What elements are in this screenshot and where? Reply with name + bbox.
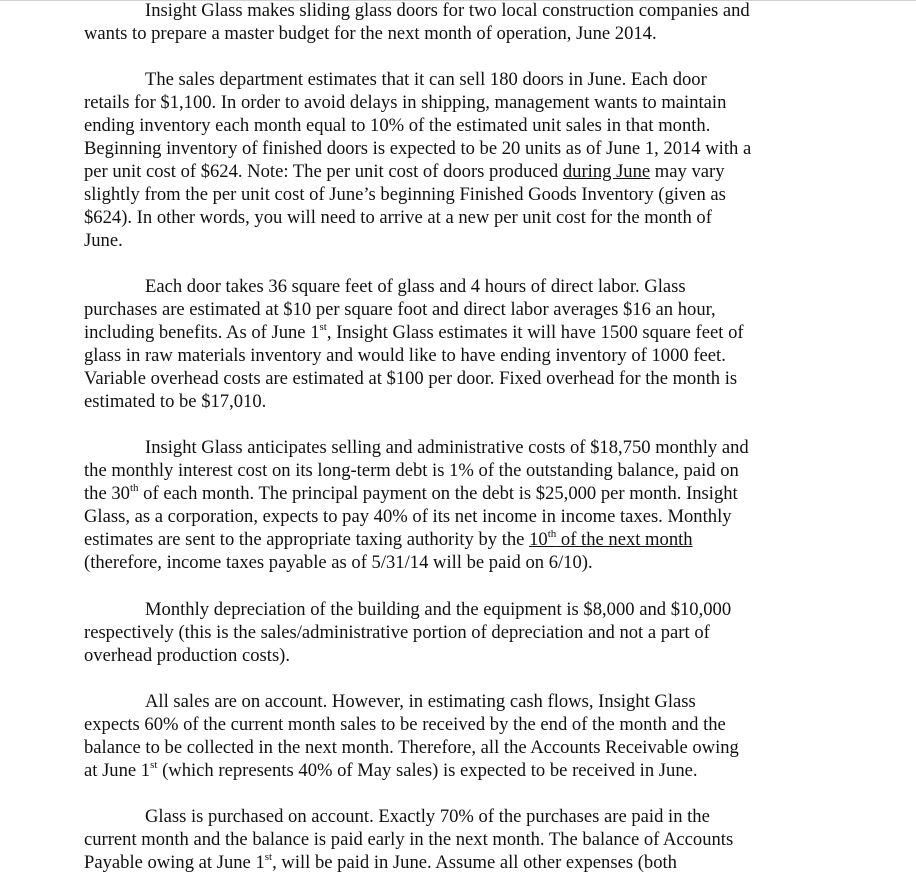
text-segment: 10 <box>529 529 548 550</box>
paragraph-collections <box>84 690 739 782</box>
text-line: Monthly depreciation of the building and the equipment is $8,000 and $10,000 <box>145 599 732 620</box>
text-segment: the 30 <box>84 483 130 504</box>
text-segment: (which represents 40% of May sales) is expected to be received in June. <box>157 760 698 781</box>
text-line: The sales department estimates that it can sell 180 doors in June. Each door <box>145 69 707 90</box>
text-line: Glass is purchased on account. Exactly 70% of the purchases are paid in the <box>145 806 710 827</box>
text-line: glass in raw materials inventory and would like to have ending inventory of 1000 feet. <box>84 345 726 366</box>
text-line: Insight Glass makes sliding glass doors for two local construction companies and <box>145 0 750 21</box>
text-segment: at June 1 <box>84 760 151 781</box>
text-line: slightly from the per unit cost of June’s beginning Finished Goods Inventory (given as <box>84 184 726 205</box>
text-line: Variable overhead costs are estimated at $100 per door. Fixed overhead for the month is <box>84 368 738 389</box>
superscript: th <box>129 481 139 494</box>
text-line: June. <box>84 230 123 251</box>
text-line: All sales are on account. However, in estimating cash flows, Insight Glass <box>145 691 696 712</box>
text-line: balance to be collected in the next month. Therefore, all the Accounts Receivable owing <box>84 737 739 758</box>
text-line <box>84 160 751 183</box>
text-line: Glass, as a corporation, expects to pay 40% of its net income in income taxes. Monthly <box>84 506 732 527</box>
underlined-text <box>529 529 693 550</box>
text-segment: estimates are sent to the appropriate taxing authority by the <box>84 529 530 550</box>
text-segment: Payable owing at June 1 <box>84 852 265 873</box>
text-line: $624). In other words, you will need to arrive at a new per unit cost for the month of <box>84 207 712 228</box>
text-segment: of each month. The principal payment on the debt is $25,000 per month. Insight <box>138 483 738 504</box>
paragraph-purchases <box>84 805 733 874</box>
text-line: Each door takes 36 square feet of glass and 4 hours of direct labor. Glass <box>145 276 686 297</box>
superscript: st <box>264 850 273 863</box>
text-line: current month and the balance is paid early in the next month. The balance of Accounts <box>84 829 734 850</box>
text-segment: of the next month <box>556 529 693 550</box>
underlined-text: during June <box>562 161 651 182</box>
text-segment: , Insight Glass estimates it will have 1500 square feet of <box>326 322 744 343</box>
paragraph-production <box>84 275 744 413</box>
superscript: th <box>547 527 557 540</box>
text-line: the monthly interest cost on its long-term debt is 1% of the outstanding balance, paid on <box>84 460 739 481</box>
text-segment: , will be paid in June. Assume all other expenses (both <box>272 852 677 873</box>
text-line: retails for $1,100. In order to avoid delays in shipping, management wants to maintain <box>84 92 727 113</box>
text-line <box>84 759 739 782</box>
text-line <box>84 482 749 505</box>
paragraph-depreciation <box>84 598 731 667</box>
text-line: (therefore, income taxes payable as of 5/31/14 will be paid on 6/10). <box>84 552 593 573</box>
paragraph-expenses <box>84 436 749 574</box>
paragraph-sales <box>84 68 751 252</box>
text-segment: may vary <box>650 161 725 182</box>
text-line: purchases are estimated at $10 per square foot and direct labor averages $16 an hour, <box>84 299 716 320</box>
text-line <box>84 528 749 551</box>
superscript: st <box>319 320 327 333</box>
text-line: expects 60% of the current month sales to be received by the end of the month and the <box>84 714 726 735</box>
text-line: wants to prepare a master budget for the next month of operation, June 2014. <box>84 23 657 44</box>
text-line: Insight Glass anticipates selling and administrative costs of $18,750 monthly and <box>145 437 749 458</box>
text-line: Beginning inventory of finished doors is expected to be 20 units as of June 1, 2014 with a <box>84 138 752 159</box>
paragraph-intro <box>84 0 750 45</box>
text-line: ending inventory each month equal to 10% of the estimated unit sales in that month. <box>84 115 711 136</box>
text-line: overhead production costs). <box>84 645 291 666</box>
text-line <box>84 851 733 874</box>
text-line <box>84 321 744 344</box>
text-line: estimated to be $17,010. <box>84 391 267 412</box>
text-line: respectively (this is the sales/administrative portion of depreciation and not a part of <box>84 622 710 643</box>
text-segment: per unit cost of $624. Note: The per unit cost of doors produced <box>84 161 563 182</box>
text-segment: including benefits. As of June 1 <box>84 322 320 343</box>
superscript: st <box>150 758 158 771</box>
